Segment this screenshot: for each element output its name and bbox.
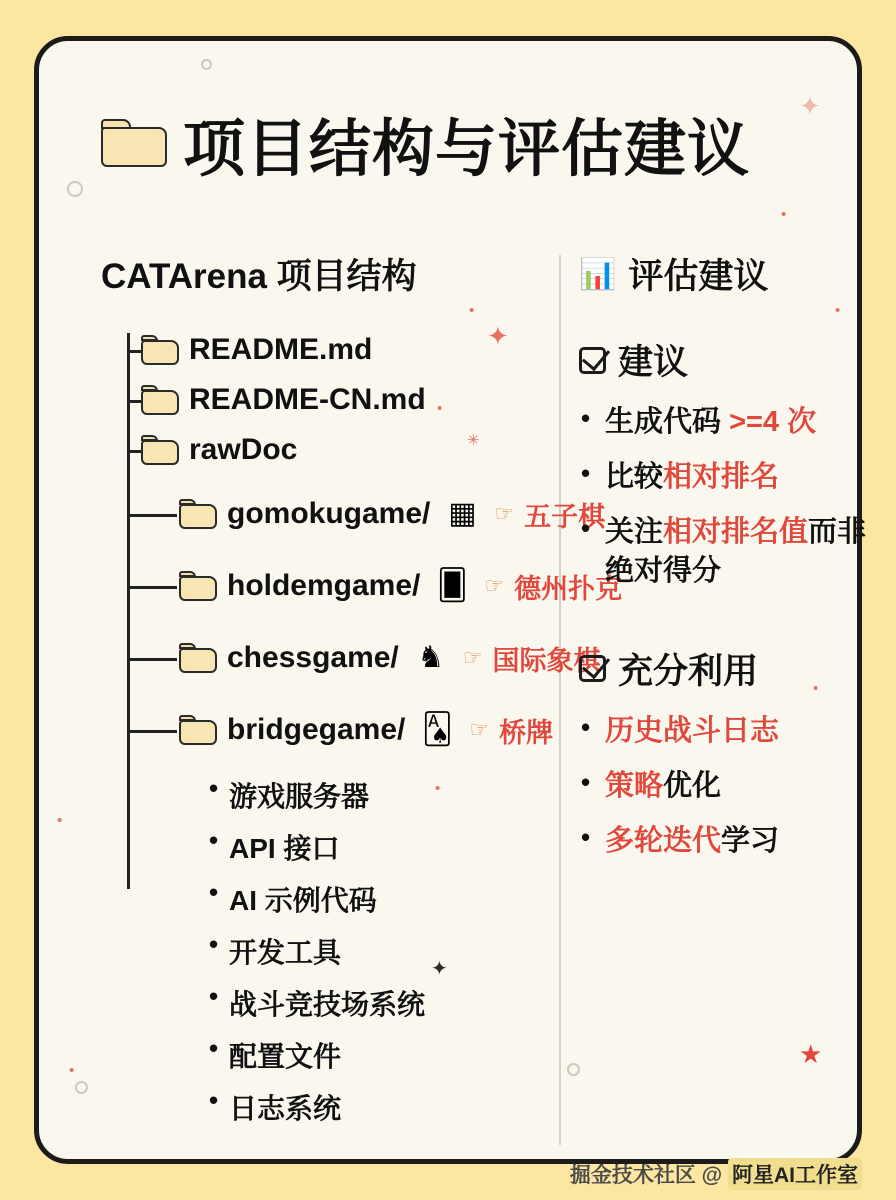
circle-deco (201, 59, 212, 70)
item-highlight: 相对排名值 (663, 516, 809, 549)
sparkle-icon: ✦ (487, 321, 509, 351)
folder-icon (141, 385, 179, 415)
folder-icon (101, 119, 167, 169)
item-text-after: 学习 (721, 824, 780, 857)
tree-node-label: README.md (189, 333, 373, 366)
page-title-row (101, 99, 750, 188)
item-highlight: 相对排名 (663, 461, 780, 494)
advice-section-title: 建议 (618, 343, 689, 382)
evaluation-heading-label: 评估建议 (628, 257, 769, 296)
pointing-hand-icon: ☞ (462, 645, 483, 670)
list-item: • 开发工具 (209, 931, 541, 971)
tree-node-label: gomokugame/ (227, 497, 431, 530)
list-item (579, 458, 867, 497)
list-item: • 战斗竞技场系统 (209, 983, 541, 1023)
list-item (579, 513, 867, 591)
watermark (570, 1158, 862, 1190)
sparkle-icon: • (835, 302, 841, 319)
tree-node-label: chessgame/ (227, 641, 399, 674)
pointing-hand-icon: ☞ (494, 501, 515, 526)
list-item: • 日志系统 (209, 1087, 541, 1127)
tree-node-label: rawDoc (189, 433, 298, 466)
folder-icon (179, 499, 217, 529)
checkbox-checked-icon (579, 655, 606, 682)
pointing-hand-icon: ☞ (469, 717, 490, 742)
list-item: • 配置文件 (209, 1035, 541, 1075)
poster-card (34, 36, 867, 1164)
pointing-hand-icon: ☞ (484, 573, 505, 598)
tree-node-annotation: 桥牌 (499, 717, 554, 748)
item-text: 比较 (605, 461, 664, 494)
sparkle-icon: • (813, 680, 819, 697)
checkbox-checked-icon (579, 347, 606, 374)
tree-node-gomokugame[interactable] (179, 489, 606, 539)
tree-node-annotation: 国际象棋 (492, 645, 601, 676)
component-list (169, 775, 541, 1127)
evaluation-heading (579, 249, 867, 299)
tree-node-annotation: 德州扑克 (514, 573, 623, 604)
item-text: 关注 (605, 516, 664, 549)
project-structure-heading-label: CATArena 项目结构 (101, 257, 417, 296)
folder-icon (179, 715, 217, 745)
tree-node-annotation: 五子棋 (524, 501, 606, 532)
utilize-section-heading (579, 644, 867, 697)
folder-icon (141, 435, 179, 465)
list-item: • 游戏服务器 (209, 775, 541, 815)
sparkle-icon: • (437, 400, 443, 417)
tree-node-bridgegame[interactable] (179, 705, 554, 755)
advice-section-heading (579, 335, 867, 385)
list-item (579, 712, 867, 751)
item-text-after: 而非绝对得分 (605, 516, 867, 588)
circle-deco (67, 181, 83, 197)
tree-node-rawdoc[interactable] (141, 425, 541, 475)
folder-icon (141, 335, 179, 365)
tree-node-label: README-CN.md (189, 383, 426, 416)
folder-icon (179, 571, 217, 601)
watermark-badge: 阿星AI工作室 (728, 1158, 862, 1190)
sparkle-icon: • (69, 1062, 75, 1079)
bridge-cards-icon: 🂡 (422, 713, 453, 746)
advice-list (579, 403, 867, 592)
star-icon: ★ (799, 1039, 823, 1069)
poker-cards-icon: 🂠 (437, 569, 468, 602)
project-structure-heading (101, 249, 541, 299)
tree-node-readme-cn[interactable] (141, 375, 541, 425)
item-text-after: 优化 (663, 769, 722, 802)
list-item: • AI 示例代码 (209, 879, 541, 919)
watermark-text: 掘金技术社区 @ (569, 1164, 728, 1187)
evaluation-advice-column (579, 249, 867, 877)
circle-deco (75, 1081, 88, 1094)
utilize-list (579, 712, 867, 861)
tree-node-holdemgame[interactable] (179, 561, 623, 611)
tree-node-label: bridgegame/ (227, 713, 406, 746)
utilize-section-title: 充分利用 (618, 651, 759, 691)
page-title: 项目结构与评估建议 (183, 115, 751, 184)
item-highlight: 多轮迭代 (605, 824, 722, 857)
folder-icon (179, 643, 217, 673)
chess-knight-icon: ♞ (417, 641, 445, 674)
bar-chart-icon: 📊 (579, 257, 617, 291)
tree-trunk (127, 333, 130, 889)
gomoku-board-icon: ▦ (448, 497, 477, 530)
file-tree (127, 321, 623, 755)
project-structure-column (101, 249, 623, 1139)
list-item (579, 822, 867, 861)
item-highlight: 策略 (605, 769, 664, 802)
tree-node-label: holdemgame/ (227, 569, 421, 602)
sparkle-icon: ✳ (467, 432, 480, 449)
item-highlight: >=4 次 (729, 406, 817, 438)
sparkle-icon: • (469, 302, 475, 319)
list-item (579, 403, 867, 442)
item-highlight: 历史战斗日志 (605, 714, 780, 747)
sparkle-icon: • (435, 780, 441, 797)
list-item (579, 767, 867, 806)
item-text: 生成代码 (605, 406, 730, 438)
tree-node-readme[interactable] (141, 321, 541, 375)
sparkle-icon: • (57, 812, 63, 829)
list-item: • API 接口 (209, 827, 541, 867)
sparkle-icon: • (781, 206, 787, 223)
column-divider (559, 255, 561, 1145)
circle-deco (567, 1063, 580, 1076)
sparkle-icon: ✦ (799, 91, 821, 121)
tree-node-chessgame[interactable] (179, 633, 601, 683)
sparkle-icon: ✦ (431, 958, 448, 980)
